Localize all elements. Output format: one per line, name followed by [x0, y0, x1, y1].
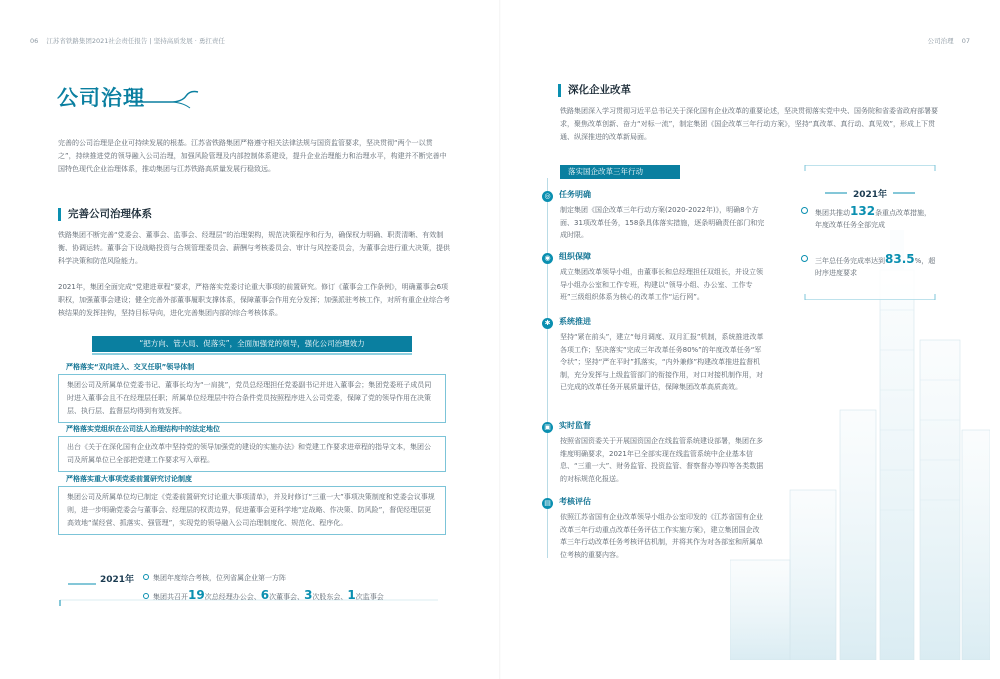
bullet-icon — [801, 255, 808, 262]
stat-box-year: 2021年 — [852, 190, 888, 200]
box1-heading: 严格落实“双向进入、交叉任职”领导体制 — [66, 363, 195, 371]
item-task-body: 制定集团《国企改革三年行动方案(2020-2022年)》，明确8个方面、31项改革任务，158条具体落实措施，逐条明确责任部门和完成时限。 — [560, 206, 765, 239]
people-icon: ◉ — [542, 253, 553, 264]
meeting-count-shareholder: 3 — [304, 588, 313, 602]
item-evaluation-heading: ▤ 考核评估 — [542, 496, 591, 509]
right-running-title: 公司治理 — [927, 37, 954, 45]
gear-icon: ✱ — [542, 318, 553, 329]
item-org-heading: ◉ 组织保障 — [542, 251, 591, 264]
box3-body: 集团公司及所属单位均已制定《党委前置研究讨论重大事项清单》，并及时修订“三重一大”事项决策制度和党委会议事规则，进一步明确党委会与董事会、经理层的权责边界，促进董事会更科学地“定战略、作决策、防风险”，督促经理层更高效地“谋经营、抓落实、强管理”，实现党的领导融入公司治理制度化、规范化、程序化。 — [58, 486, 446, 535]
title-decoration — [130, 90, 200, 110]
item-evaluation-body: 依照江苏省国有企业改革领导小组办公室印发的《江苏省国有企业改革三年行动重点改革任务评估工作实施方案》，建立集团国企改革三年行动改革任务考核评估机制，并将其作为对各部室和所属单位考核的重要内容。 — [560, 513, 763, 559]
strip-line-2: 集团共召开19次总经理办公会、6次董事会、3次股东会、1次监事会 — [143, 588, 384, 602]
intro-paragraph: 完善的公司治理是企业可持续发展的根基。江苏省铁路集团严格遵守相关法律法规与国资监管要求，坚决贯彻“两个一以贯之”，持续推进党的领导融入公司治理，加强风险管理及内部控制体系建设，提升企业治理能力和治理水平，构建并不断完善中国特色现代企业治理体系，推动集团与江苏铁路高质量发展行稳致远。 — [58, 139, 447, 173]
left-page-number: 06 — [30, 37, 39, 45]
stat-box-line-1: 集团共推动132条重点改革措施，年度改革任务全部完成 — [815, 205, 937, 231]
reform-subbanner: 落实国企改革三年行动 — [560, 165, 680, 179]
item-system-heading: ✱ 系统推进 — [542, 316, 591, 329]
governance-paragraph-2: 2021年，集团全面完成“党建进章程”要求，严格落实党委讨论重大事项的前置研究。修订《董事会工作条例》，明确董事会6项职权，加强董事会建设；健全完善外部董事履职支撑体系，保障董事会作用充分发挥；加强派驻考核工作，对所有重企业综合考核结果的发挥挂钩，坚持目标导向，进化完善集团内部的综合考核体系。 — [58, 283, 450, 317]
left-running-title: 江苏省铁路集团2021社会责任报告 | 坚持高质发展 · 勇扛责任 — [46, 37, 225, 45]
left-running-header — [30, 36, 225, 45]
right-page-number: 07 — [961, 37, 970, 45]
item-org-body: 成立集团改革领导小组，由董事长和总经理担任双组长，并设立领导小组办公室和工作专班，构建以“领导小组、办公室、工作专班”三级组织体系为核心的改革工作“运行网”。 — [560, 268, 763, 301]
monitor-icon: ▣ — [542, 422, 553, 433]
section-title-governance: 完善公司治理体系 — [58, 208, 152, 221]
chart-icon: ▤ — [542, 498, 553, 509]
box2-body: 出台《关于在深化国有企业改革中坚持党的领导加强党的建设的实施办法》和党建工作要求进章程的指导文本，集团公司及所属单位已全部把党建工作要求写入章程。 — [58, 436, 446, 472]
target-icon: ◎ — [542, 191, 553, 202]
box2-heading: 严格落实党组织在公司法人治理结构中的法定地位 — [66, 425, 220, 433]
completion-rate: 83.5 — [885, 252, 915, 266]
governance-paragraph-1: 铁路集团不断完善“党委会、董事会、监事会、经理层”的治理架构，规范决策程序和行为，确保权力明确、职责清晰、有效制衡、协调运转。董事会下设战略投资与合规管理委员会、薪酬与考核委员会、审计与风控委员会，为董事会进行重大决策，提供科学决策和防范风险能力。 — [58, 231, 450, 265]
box1-body: 集团公司及所属单位党委书记、董事长均为“一肩挑”，党员总经理担任党委副书记并进入董事会；集团党委班子成员同时进入董事会且不在经理层任职；所属单位经理层中符合条件党员按照程序进入公司党委，保障了党的领导作用在决策层、执行层、监督层均得到有效发挥。 — [58, 374, 446, 423]
item-task-heading: ◎ 任务明确 — [542, 189, 591, 202]
item-monitor-heading: ▣ 实时监督 — [542, 420, 591, 433]
strip-line-1: 集团年度综合考核，位列省属企业第一方阵 — [143, 573, 286, 583]
box3-heading: 严格落实重大事项党委前置研究讨论制度 — [66, 475, 192, 483]
page-title: 公司治理 — [57, 86, 145, 110]
party-leadership-banner: “把方向、管大局、促落实”，全面加强党的领导，强化公司治理效力 — [92, 336, 412, 352]
bullet-icon — [143, 593, 149, 599]
governance-stat-strip — [58, 570, 446, 610]
bullet-icon — [801, 207, 808, 214]
strip-year: 2021年 — [100, 575, 135, 585]
meeting-count-supervisor: 1 — [347, 588, 356, 602]
meeting-count-board: 6 — [260, 588, 270, 602]
reform-measure-count: 132 — [850, 204, 876, 218]
item-monitor-body: 按照省国资委关于开展国资国企在线监管系统建设部署，集团在多维度明确要求，2021年已全部实现在线监管系统中企业基本信息、“三重一大”、财务监管、投资监管、督察督办等四等各类数据的对标规范化报送。 — [560, 437, 764, 483]
stat-box-line-2: 三年总任务完成率达到83.5%，超时序进度要求 — [815, 253, 937, 279]
item-system-body: 坚持“紧在前头”，建立“每月调度、双月汇报”机制，系统推进改革各项工作；坚决落实“完成三年改革任务80%”的年度改革任务“军令状”；坚持“严在平时”抓落实，“内外兼修”构建改革推进监督机制，充分发挥与上级监管部门的衔接作用，对口对接机制作用，对已完成的改革任务开展质量评估，保障集团改革高质高效。 — [560, 333, 764, 391]
stat-box-frame — [795, 165, 945, 300]
section-title-reform: 深化企业改革 — [558, 84, 631, 97]
right-running-header — [928, 36, 970, 45]
meeting-count-gm: 19 — [188, 588, 205, 602]
reform-stat-box — [795, 165, 945, 300]
right-page — [500, 0, 1000, 679]
reform-intro: 铁路集团深入学习贯彻习近平总书记关于深化国有企业改革的重要论述，坚决贯彻落实党中央、国务院和省委省政府部署要求，聚焦改革创新、奋力“对标一流”，制定集团《国企改革三年行动方案》，坚持“真改革、真行动、真见效”，形成上下贯通、纵深推进的改革新局面。 — [560, 107, 938, 141]
bullet-icon — [143, 574, 149, 580]
